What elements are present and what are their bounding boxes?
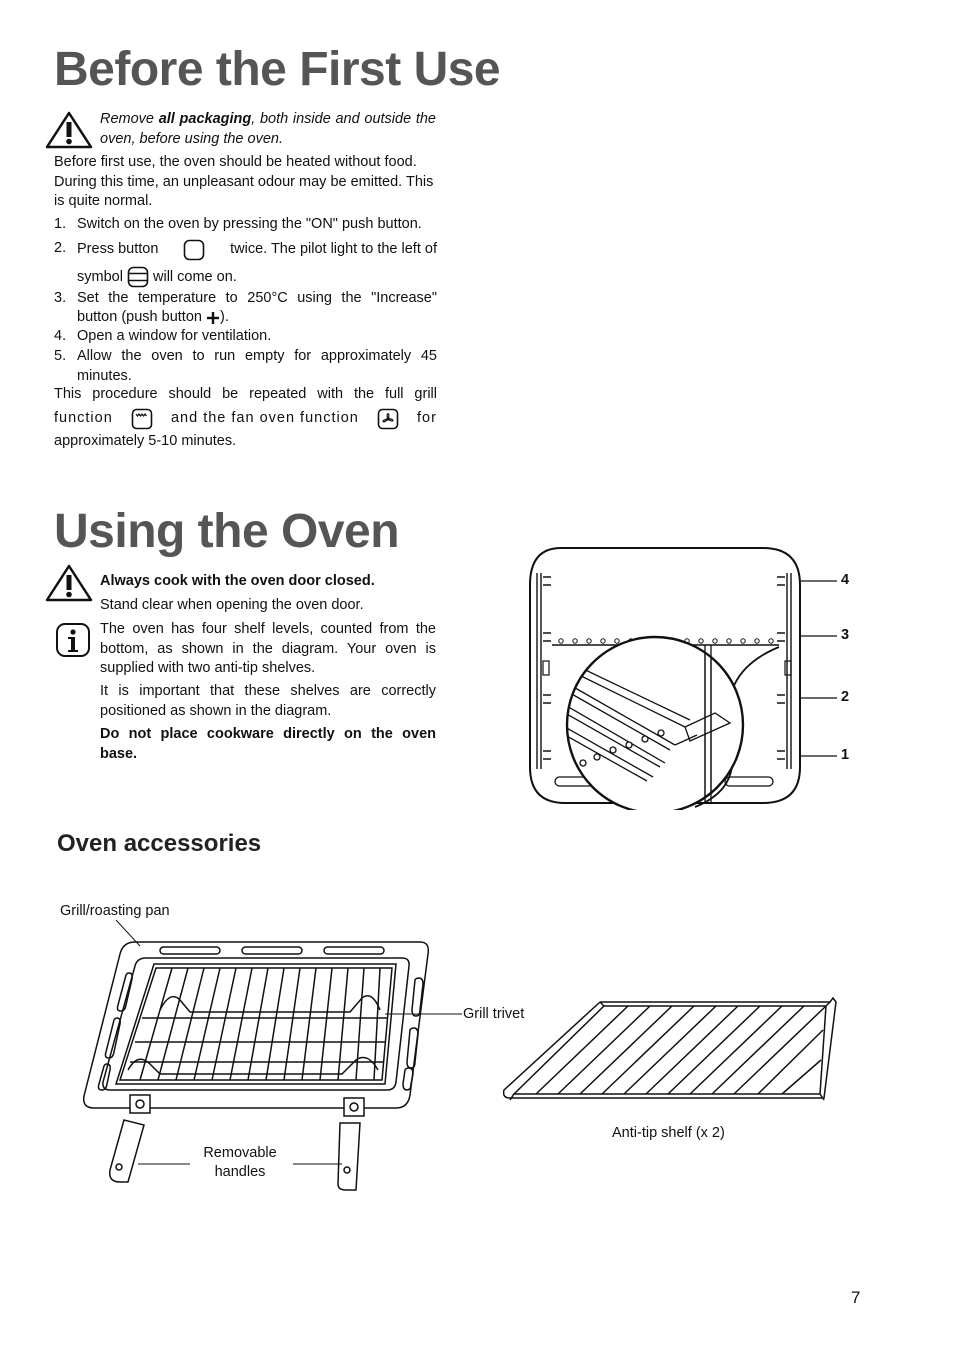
step-number: 4. bbox=[54, 328, 67, 344]
step-5-text: Allow the oven to run empty for approximately 45 minutes. bbox=[77, 348, 437, 384]
grill-pan-drawing bbox=[80, 920, 550, 1195]
step-number: 3. bbox=[54, 290, 67, 306]
step-3-text-b: button (push button bbox=[77, 309, 202, 325]
door-closed-warning: Always cook with the oven door closed. bbox=[100, 573, 375, 589]
grill-pan-label: Grill/roasting pan bbox=[60, 903, 170, 919]
shelf-level-2: 2 bbox=[841, 689, 850, 705]
repeat-line-2 bbox=[54, 408, 437, 430]
grill-trivet-label: Grill trivet bbox=[463, 1006, 525, 1022]
step-3-line-1: Set the temperature to 250°C using the "Increase" bbox=[77, 290, 437, 306]
step-2-text-d: will come on. bbox=[153, 268, 237, 285]
warning-icon bbox=[45, 110, 93, 150]
step-2-text-a: Press button bbox=[77, 241, 159, 258]
step-number: 2. bbox=[54, 240, 67, 256]
section-title-accessories: Oven accessories bbox=[57, 830, 262, 857]
repeat-line-3: approximately 5-10 minutes. bbox=[54, 433, 237, 449]
anti-tip-shelf-drawing bbox=[500, 990, 840, 1105]
fan-oven-icon bbox=[377, 408, 399, 430]
stand-clear-text: Stand clear when opening the oven door. bbox=[100, 597, 364, 613]
step-3-line-2 bbox=[77, 308, 229, 328]
step-number: 5. bbox=[54, 348, 67, 364]
repeat-text-c: and the fan oven function bbox=[170, 410, 359, 427]
shelf-level-3: 3 bbox=[841, 627, 850, 643]
shelf-level-4: 4 bbox=[841, 572, 850, 588]
repeat-text-b: function bbox=[54, 410, 113, 427]
section-title-first-use: Before the First Use bbox=[54, 43, 501, 96]
function-button-icon bbox=[183, 239, 205, 261]
packaging-warning: Remove all packaging, both inside and outside the oven, before using the oven. bbox=[100, 111, 436, 147]
first-use-intro: Before first use, the oven should be heated without food. During this time, an unpleasant odour may be emitted. This is quite normal. bbox=[54, 154, 434, 209]
handles-label-1: Removable bbox=[203, 1145, 277, 1161]
info-icon bbox=[55, 622, 91, 658]
shelf-position-info: It is important that these shelves are correctly positioned as shown in the diagram. bbox=[100, 683, 436, 719]
cookware-warning: Do not place cookware directly on the oven base. bbox=[100, 726, 436, 762]
handles-label-2: handles bbox=[214, 1164, 266, 1180]
conventional-oven-icon bbox=[127, 266, 149, 288]
repeat-text-d: for bbox=[417, 410, 437, 427]
page-number: 7 bbox=[851, 1288, 861, 1307]
step-3-text-c: ). bbox=[220, 309, 229, 325]
repeat-line-1: This procedure should be repeated with the full grill bbox=[54, 386, 437, 402]
warning-icon bbox=[45, 563, 93, 603]
full-grill-icon bbox=[131, 408, 153, 430]
step-2-text-c: symbol bbox=[77, 268, 123, 285]
plus-icon bbox=[206, 309, 220, 325]
step-number: 1. bbox=[54, 216, 67, 232]
shelf-levels-info: The oven has four shelf levels, counted from the bottom, as shown in the diagram. Your oven is supplied with two anti-tip shelves. bbox=[100, 621, 436, 676]
anti-tip-label: Anti-tip shelf (x 2) bbox=[612, 1125, 725, 1141]
step-1-text: Switch on the oven by pressing the "ON" push button. bbox=[77, 216, 422, 232]
section-title-using-oven: Using the Oven bbox=[54, 505, 400, 558]
oven-shelf-diagram bbox=[525, 545, 855, 810]
step-4-text: Open a window for ventilation. bbox=[77, 328, 272, 344]
step-2-line-2 bbox=[77, 266, 237, 288]
shelf-level-1: 1 bbox=[841, 747, 850, 763]
step-2-text-b: twice. The pilot light to the left of bbox=[230, 241, 437, 258]
step-2-line-1 bbox=[77, 239, 437, 261]
